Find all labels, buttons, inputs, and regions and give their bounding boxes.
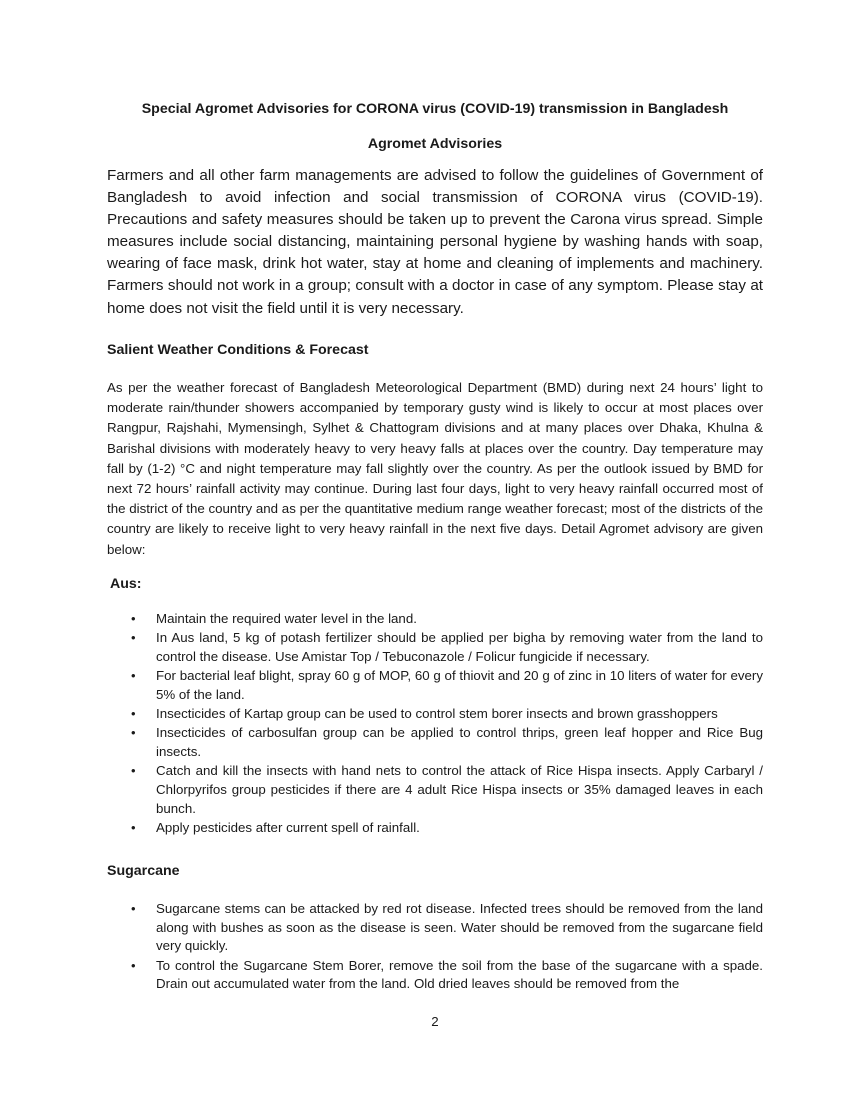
weather-heading: Salient Weather Conditions & Forecast [107,342,369,358]
bullet-icon: • [131,957,136,973]
list-item [107,629,763,666]
list-item [107,724,763,761]
sugarcane-heading: Sugarcane [107,863,180,879]
intro-paragraph: Farmers and all other farm managements are advised to follow the guidelines of Government of Bangladesh to avoid infection and social transmission of CORONA virus (COVID-19). Precautions and safety measures should be taken up to prevent the Carona virus spread. Simple measures include social distancing, maintaining personal hygiene by washing hands with soap, wearing of face mask, drink hot water, stay at home and cleaning of implements and machinery. Farmers should not work in a group; consult with a doctor in case of any symptom. Please stay at home does not visit the field until it is very necessary. [107,167,763,317]
bullet-icon: • [131,901,136,916]
list-item-text: Catch and kill the insects with hand nets to control the attack of Rice Hispa insects. Apply Carbaryl / Chlorpyrifos group pesticides if there are 4 adult Rice Hispa insects or 35% damaged leaves in each bunch. [156,763,763,816]
list-item [107,667,763,704]
list-item [107,819,763,838]
document-title: Special Agromet Advisories for CORONA virus (COVID-19) transmission in Bangladesh [141,101,729,117]
list-item [107,957,763,994]
bullet-icon: • [131,819,136,835]
bullet-icon: • [131,668,136,684]
aus-heading: Aus: [110,576,142,592]
sugarcane-list [107,900,763,995]
weather-paragraph: As per the weather forecast of Bangladesh Meteorological Department (BMD) during next 24 hours’ light to moderate rain/thunder showers accompanied by temporary gusty wind is likely to occur at most places over Rangpur, Rajshahi, Mymensingh, Sylhet & Chattogram divisions and at many places over Dhaka, Khulna & Barishal divisions with moderately heavy to very heavy falls at places over the country. Day temperature may fall by (1-2) °C and night temperature may fall slightly over the country. As per the outlook issued by BMD for next 72 hours’ rainfall activity may continue. During last four days, light to very heavy rainfall occurred most of the district of the country and as per the quantitative medium range weather forecast; most of the districts of the country are likely to receive light to very heavy rainfall in the next five days. Detail Agromet advisory are given below: [107,380,763,557]
list-item-text: Apply pesticides after current spell of rainfall. [156,819,420,835]
list-item [107,900,763,956]
list-item [107,705,763,724]
document-subtitle: Agromet Advisories [367,136,503,152]
list-item-text: Maintain the required water level in the land. [156,611,417,626]
list-item-text: Insecticides of Kartap group can be used to control stem borer insects and brown grasshoppers [156,706,718,722]
aus-list [107,610,763,838]
list-item-text: For bacterial leaf blight, spray 60 g of MOP, 60 g of thiovit and 20 g of zinc in 10 liters of water for every 5% of the land. [156,668,763,702]
bullet-icon: • [131,725,136,741]
list-item-text: Sugarcane stems can be attacked by red rot disease. Infected trees should be removed from the land along with bushes as soon as the disease is seen. Water should be removed from the sugarcane field very quickly. [156,901,763,954]
list-item-text: In Aus land, 5 kg of potash fertilizer should be applied per bigha by removing water from the land to control the disease. Use Amistar Top / Tebuconazole / Folicur fungicide if necessary. [156,630,763,664]
list-item [107,610,763,629]
page-number: 2 [431,1014,439,1029]
bullet-icon: • [131,611,136,626]
bullet-icon: • [131,706,136,722]
list-item-text: To control the Sugarcane Stem Borer, remove the soil from the base of the sugarcane with a spade. Drain out accumulated water from the land. Old dried leaves should be removed from the [156,957,763,992]
list-item [107,762,763,818]
list-item-text: Insecticides of carbosulfan group can be applied to control thrips, green leaf hopper and Rice Bug insects. [156,725,763,759]
bullet-icon: • [131,630,136,646]
bullet-icon: • [131,763,136,779]
